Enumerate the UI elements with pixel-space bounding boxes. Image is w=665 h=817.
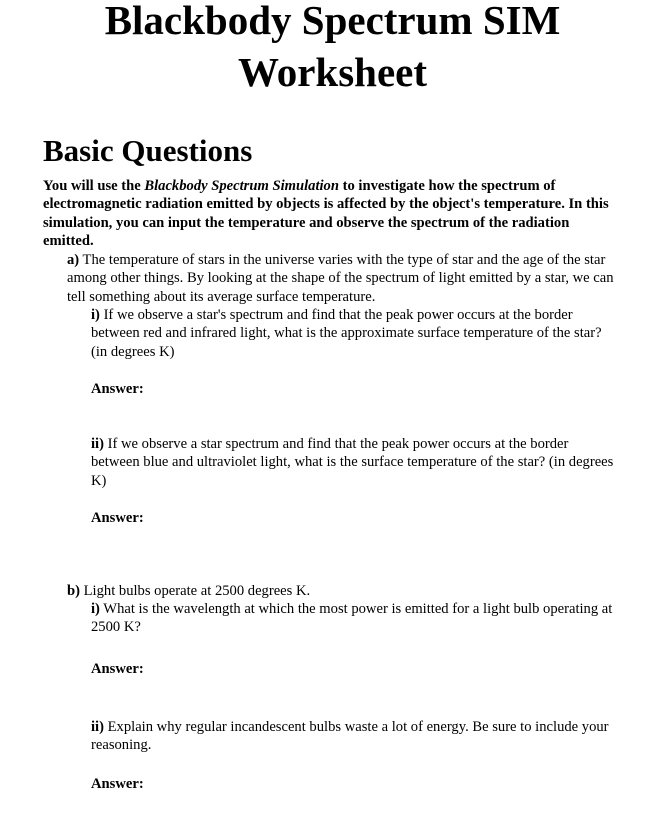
question-a-i-marker: i): [91, 307, 100, 323]
question-b: [67, 582, 619, 600]
answer-label-b-i: Answer:: [91, 661, 144, 677]
answer-field-a-i[interactable]: [160, 380, 600, 398]
question-b-part-i: [91, 600, 619, 637]
title-line-1: Blackbody Spectrum SIM: [104, 0, 561, 43]
question-a-i-text: If we observe a star's spectrum and find that the peak power occurs at the border between red and infrared light, what is the approximate surface temperature of the star? (in degrees K): [91, 307, 602, 360]
answer-field-b-i[interactable]: [160, 660, 600, 678]
question-a: [67, 251, 619, 306]
title-line-2: Worksheet: [237, 49, 428, 95]
question-a-text: The temperature of stars in the universe varies with the type of star and the age of the star among other things. By looking at the shape of the spectrum of light emitted by a star, we can tell something about its average surface temperature.: [67, 252, 614, 305]
section-heading: Basic Questions: [43, 133, 253, 168]
question-a-part-i: [91, 306, 619, 361]
question-a-part-ii: [91, 435, 619, 490]
answer-label-a-i: Answer:: [91, 381, 144, 397]
simulation-name: Blackbody Spectrum Simulation: [144, 178, 339, 194]
question-b-ii-marker: ii): [91, 719, 104, 735]
answer-field-b-ii[interactable]: [160, 775, 600, 793]
answer-label-a-ii: Answer:: [91, 510, 144, 526]
question-a-ii-marker: ii): [91, 436, 104, 452]
question-b-text: Light bulbs operate at 2500 degrees K.: [79, 583, 311, 599]
answer-field-a-ii[interactable]: [160, 509, 600, 527]
intro-prefix: You will use the: [43, 178, 145, 194]
question-b-ii-text: Explain why regular incandescent bulbs waste a lot of energy. Be sure to include your reasoning.: [91, 719, 609, 754]
intro-paragraph: [43, 177, 623, 250]
question-a-ii-text: If we observe a star spectrum and find that the peak power occurs at the border between blue and ultraviolet light, what is the surface temperature of the star? (in degrees K): [91, 436, 614, 489]
intro-suffix: to investigate how the spectrum of electromagnetic radiation emitted by objects is affected by the object's temperature. In this simulation, you can input the temperature and observe the spectrum of the radiation emitted.: [43, 178, 609, 249]
question-b-i-text: What is the wavelength at which the most power is emitted for a light bulb operating at 2500 K?: [91, 601, 613, 636]
question-b-part-ii: [91, 718, 619, 755]
question-a-marker: a): [67, 252, 80, 268]
document-title: [0, 0, 665, 98]
answer-label-b-ii: Answer:: [91, 776, 144, 792]
question-b-marker: b): [67, 583, 80, 599]
question-b-i-marker: i): [91, 601, 100, 617]
